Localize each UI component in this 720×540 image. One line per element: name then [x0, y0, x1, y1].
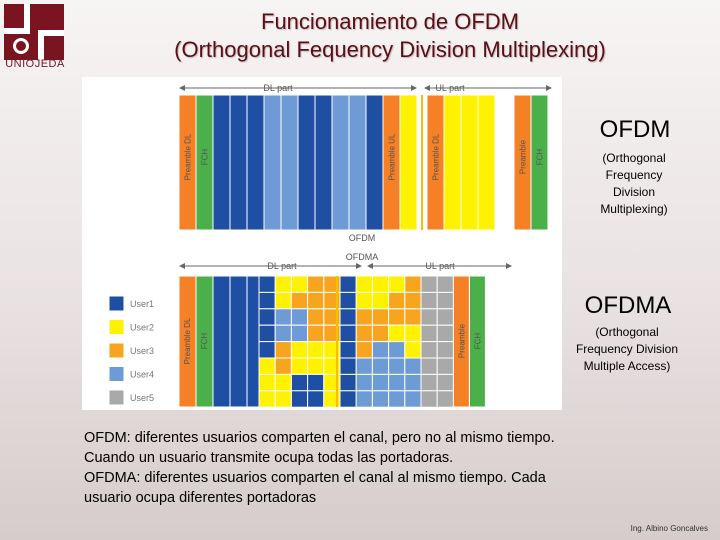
ofdm-vertical-label: FCH: [535, 148, 545, 166]
legend-label-user1: User1: [130, 299, 155, 309]
ofdma-cell: [275, 325, 291, 341]
ofdm-dl-label: DL part: [263, 83, 293, 93]
ofdma-side-title: OFDMA: [584, 292, 672, 319]
ofdma-cell: [275, 374, 291, 390]
ofdma-ul-arrow-head-left: [367, 263, 373, 269]
ofdma-cell: [437, 325, 453, 341]
ofdma-cell: [421, 325, 437, 341]
ofdma-cell: [405, 276, 421, 292]
ofdma-cell: [291, 358, 307, 374]
ofdm-column: [247, 95, 264, 230]
ofdma-dl-arrow-head-left: [179, 263, 185, 269]
ofdma-cell: [372, 358, 388, 374]
ofdma-cell: [437, 391, 453, 407]
ofdma-cell: [389, 309, 405, 325]
ofdma-cell: [308, 358, 324, 374]
ofdm-column: [281, 95, 298, 230]
ofdma-cell: [356, 342, 372, 358]
ofdma-cell: [356, 391, 372, 407]
logo-text: UNIOJEDA: [5, 58, 65, 70]
ofdma-user1-column: [213, 276, 230, 407]
ofdma-cell: [291, 374, 307, 390]
ofdma-dl-label: DL part: [267, 261, 297, 271]
ofdma-cell: [340, 276, 356, 292]
ofdm-caption: OFDM: [348, 233, 376, 243]
ofdma-cell: [437, 358, 453, 374]
ofdma-cell: [405, 292, 421, 308]
ofdma-cell: [308, 342, 324, 358]
ofdma-cell: [372, 342, 388, 358]
legend-swatch-user3: [109, 343, 124, 358]
ofdma-cell: [308, 325, 324, 341]
ofdma-cell: [389, 358, 405, 374]
ofdma-dl-arrow-head-right: [356, 263, 362, 269]
ofdma-cell: [275, 309, 291, 325]
ofdm-column: [366, 95, 383, 230]
ofdma-cell: [291, 276, 307, 292]
ofdma-cell: [308, 374, 324, 390]
ofdm-vertical-label: Preamble DL: [183, 133, 193, 181]
ofdma-cell: [356, 358, 372, 374]
ofdm-ul-label: UL part: [435, 83, 465, 93]
ofdm-column: [444, 95, 461, 230]
ofdma-cell: [340, 342, 356, 358]
ofdma-cell: [291, 292, 307, 308]
title-line-2: (Orthogonal Fequency Division Multiplexing): [174, 37, 606, 62]
ofdma-cell: [308, 292, 324, 308]
legend-label-user3: User3: [130, 346, 155, 356]
legend-label-user2: User2: [130, 322, 155, 333]
ofdm-column: [332, 95, 349, 230]
ofdm-dl-arrow-head-left: [179, 85, 185, 91]
ofdma-cell: [291, 309, 307, 325]
ofdma-side-subtitle: (Orthogonal Frequency Division Multiple Access): [575, 325, 679, 373]
ofdma-cell: [372, 276, 388, 292]
ofdma-cell: [308, 276, 324, 292]
ofdm-vertical-label: Preamble UL: [387, 133, 397, 181]
ofdm-column: [230, 95, 247, 230]
ofdma-cell: [389, 292, 405, 308]
ofdma-cell: [421, 309, 437, 325]
ofdma-cell: [421, 391, 437, 407]
ofdma-user1-column: [247, 276, 259, 407]
ofdma-cell: [275, 391, 291, 407]
ofdm-vertical-label: Preamble: [518, 139, 528, 175]
ofdma-cell: [340, 358, 356, 374]
ofdma-cell: [259, 276, 275, 292]
ofdm-dl-arrow-head-right: [411, 85, 417, 91]
ofdma-cell: [340, 391, 356, 407]
ofdma-cell: [308, 391, 324, 407]
ofdma-cell: [275, 292, 291, 308]
ofdma-cell: [340, 374, 356, 390]
ofdma-cell: [437, 374, 453, 390]
ofdma-cell: [356, 276, 372, 292]
ofdma-vertical-label: Preamble: [457, 323, 467, 359]
ofdma-cell: [389, 325, 405, 341]
ofdm-column: [315, 95, 332, 230]
ofdma-cell: [405, 374, 421, 390]
ofdma-cell: [275, 276, 291, 292]
ofdm-vertical-label: FCH: [200, 148, 210, 166]
ofdma-cell: [259, 391, 275, 407]
ofdma-cell: [437, 292, 453, 308]
ofdm-column: [400, 95, 417, 230]
ofdm-vertical-label: Preamble DL: [431, 133, 441, 181]
ofdma-cell: [356, 325, 372, 341]
ofdma-cell: [275, 358, 291, 374]
ofdm-column: [478, 95, 495, 230]
ofdma-cell: [356, 309, 372, 325]
explanation-line-4: usuario ocupa diferentes portadoras: [84, 490, 317, 506]
ofdma-cell: [372, 309, 388, 325]
ofdma-vertical-label: FCH: [200, 332, 209, 350]
ofdma-user1-column: [230, 276, 247, 407]
ofdma-cell: [421, 276, 437, 292]
ofdma-cell: [389, 391, 405, 407]
ofdma-cell: [421, 358, 437, 374]
ofdma-cell: [291, 391, 307, 407]
ofdma-cell: [405, 342, 421, 358]
legend-swatch-user5: [109, 390, 124, 405]
legend-label-user4: User4: [130, 369, 155, 380]
ofdma-cell: [372, 292, 388, 308]
ofdm-column: [298, 95, 315, 230]
ofdma-cell: [275, 342, 291, 358]
ofdma-cell: [340, 309, 356, 325]
ofdm-ul-arrow-head-right: [546, 85, 552, 91]
ofdm-column: [264, 95, 281, 230]
ofdm-ul-arrow-head-left: [424, 85, 430, 91]
ofdma-cell: [405, 309, 421, 325]
ofdma-cell: [405, 325, 421, 341]
ofdma-cell: [259, 374, 275, 390]
ofdma-cell: [437, 342, 453, 358]
ofdma-cell: [405, 358, 421, 374]
explanation-line-2: Cuando un usuario transmite ocupa todas las portadoras.: [84, 450, 454, 466]
ofdma-vertical-label: Preamble DL: [183, 317, 192, 365]
ofdma-cell: [372, 391, 388, 407]
ofdma-cell: [259, 309, 275, 325]
ofdma-cell: [308, 309, 324, 325]
ofdma-cell: [389, 276, 405, 292]
ofdma-cell: [259, 358, 275, 374]
ofdma-cell: [259, 342, 275, 358]
ofdm-column: [461, 95, 478, 230]
ofdma-ul-arrow-head-right: [506, 263, 512, 269]
ofdma-cell: [437, 309, 453, 325]
ofdma-cell: [356, 374, 372, 390]
ofdma-vertical-label: FCH: [473, 332, 483, 350]
ofdm-ofdma-figure: [82, 77, 562, 410]
legend-label-user5: User5: [130, 393, 155, 403]
ofdma-cell: [356, 292, 372, 308]
ofdma-cell: [291, 342, 307, 358]
ofdm-side-subtitle: (Orthogonal Frequency Division Multiplexing): [600, 151, 668, 216]
ofdma-cell: [421, 374, 437, 390]
ofdma-caption: OFDMA: [345, 252, 379, 262]
ofdm-column: [349, 95, 366, 230]
explanation-line-1: OFDM: diferentes usuarios comparten el canal, pero no al mismo tiempo.: [84, 430, 555, 446]
explanation-text: [84, 428, 684, 508]
ofdma-cell: [259, 325, 275, 341]
ofdma-cell: [372, 374, 388, 390]
ofdma-cell: [405, 391, 421, 407]
ofdma-cell: [259, 292, 275, 308]
ofdma-cell: [389, 342, 405, 358]
ofdma-cell: [421, 292, 437, 308]
ofdm-diagram-svg: [82, 77, 562, 410]
title-line-1: Funcionamiento de OFDM: [261, 9, 519, 34]
legend-swatch-user2: [109, 320, 124, 335]
ofdma-cell: [291, 325, 307, 341]
explanation-line-3: OFDMA: diferentes usuarios comparten el canal al mismo tiempo. Cada: [84, 470, 546, 486]
ofdm-side-title: OFDM: [599, 116, 671, 143]
author-footer: Ing. Albino Goncalves: [630, 524, 708, 533]
ofdma-cell: [372, 325, 388, 341]
ofdm-column: [213, 95, 230, 230]
slide-title: [70, 8, 710, 64]
ofdma-cell: [389, 374, 405, 390]
ofdma-cell: [340, 325, 356, 341]
legend-swatch-user4: [109, 367, 124, 382]
ofdma-cell: [340, 292, 356, 308]
ofdma-cell: [421, 342, 437, 358]
ofdma-ul-label: UL part: [425, 261, 455, 271]
legend-swatch-user1: [109, 296, 124, 311]
ofdma-cell: [437, 276, 453, 292]
